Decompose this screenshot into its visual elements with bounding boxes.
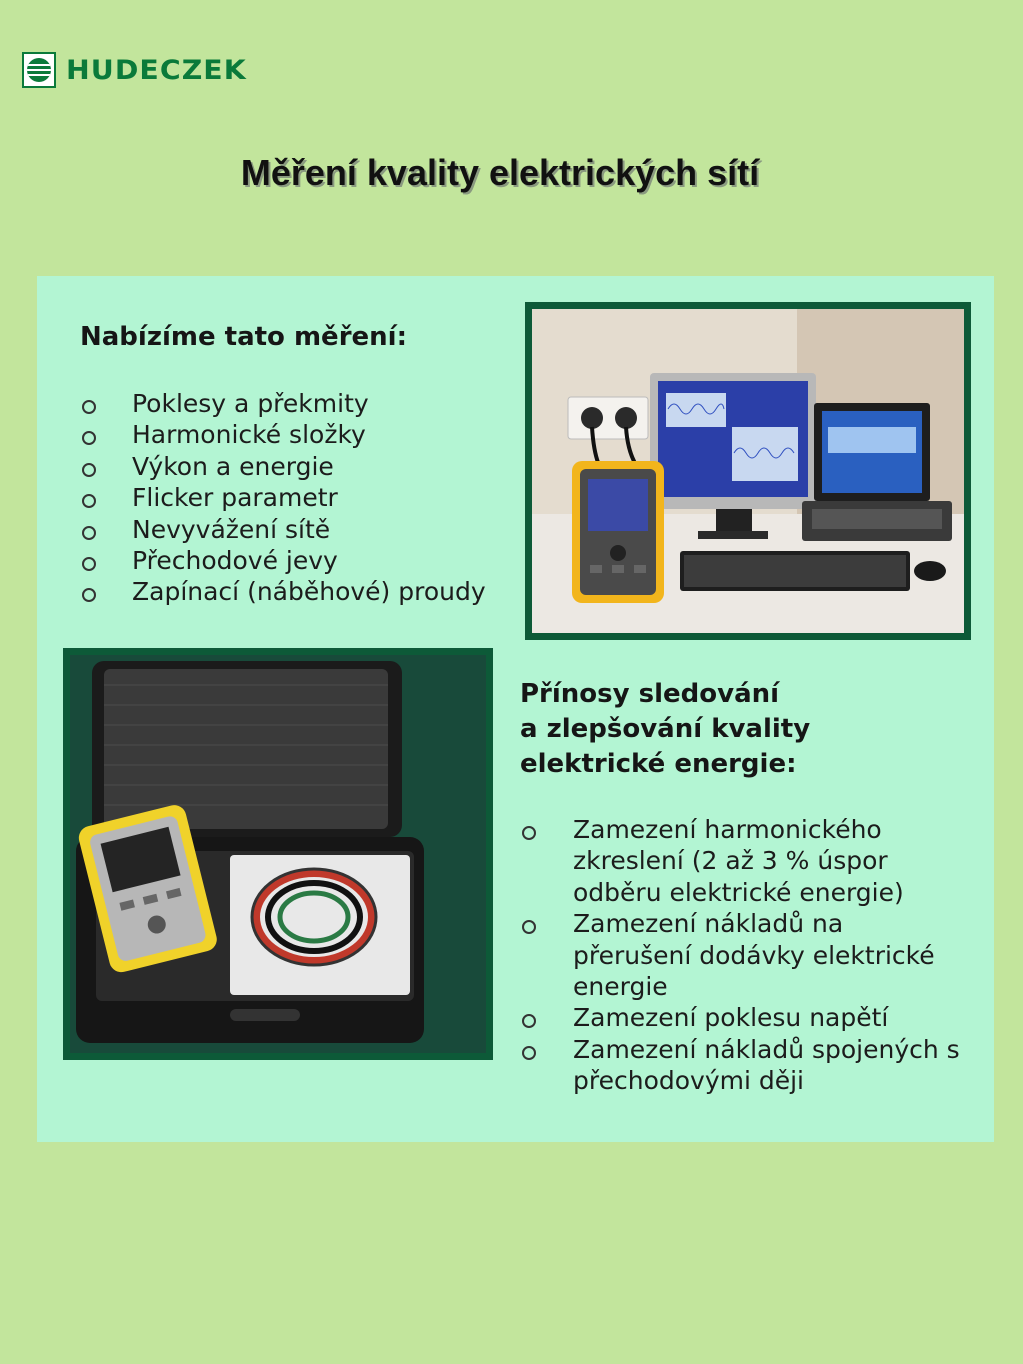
logo-text: HUDECZEK <box>66 54 247 86</box>
offer-heading: Nabízíme tato měření: <box>80 322 407 352</box>
list-item: Harmonické složky <box>37 419 486 450</box>
bullet-icon <box>522 920 536 934</box>
list-item: Výkon a energie <box>37 451 486 482</box>
bullet-icon <box>82 588 96 602</box>
bullet-icon <box>522 1046 536 1060</box>
offer-list <box>37 388 486 608</box>
bullet-icon <box>82 557 96 571</box>
list-item: Zamezení poklesu napětí <box>37 1002 960 1033</box>
list-item: Flicker parametr <box>37 482 486 513</box>
list-item: Přechodové jevy <box>37 545 486 576</box>
bullet-icon <box>82 463 96 477</box>
bullet-icon <box>522 1014 536 1028</box>
list-item: Nevyvážení sítě <box>37 514 486 545</box>
bullet-icon <box>82 494 96 508</box>
bullet-icon <box>82 526 96 540</box>
page-title: Měření kvality elektrických sítí <box>240 152 760 193</box>
benefits-list <box>37 814 960 1097</box>
list-item: Zamezení nákladů na přerušení dodávky elektrické energie <box>37 908 960 1002</box>
photo-analyzer-computer <box>525 302 971 640</box>
list-item: Zapínací (náběhové) proudy <box>37 576 486 607</box>
bullet-icon <box>82 431 96 445</box>
benefits-heading: Přínosy sledování a zlepšování kvality elektrické energie: <box>520 679 811 779</box>
company-logo <box>22 50 247 90</box>
hudeczek-logo-icon <box>22 52 56 88</box>
list-item: Poklesy a překmity <box>37 388 486 419</box>
bullet-icon <box>82 400 96 414</box>
list-item: Zamezení harmonického zkreslení (2 až 3 % úspor odběru elektrické energie) <box>37 814 960 908</box>
bullet-icon <box>522 826 536 840</box>
content-panel <box>37 276 994 1142</box>
list-item: Zamezení nákladů spojených s přechodovými ději <box>37 1034 960 1097</box>
